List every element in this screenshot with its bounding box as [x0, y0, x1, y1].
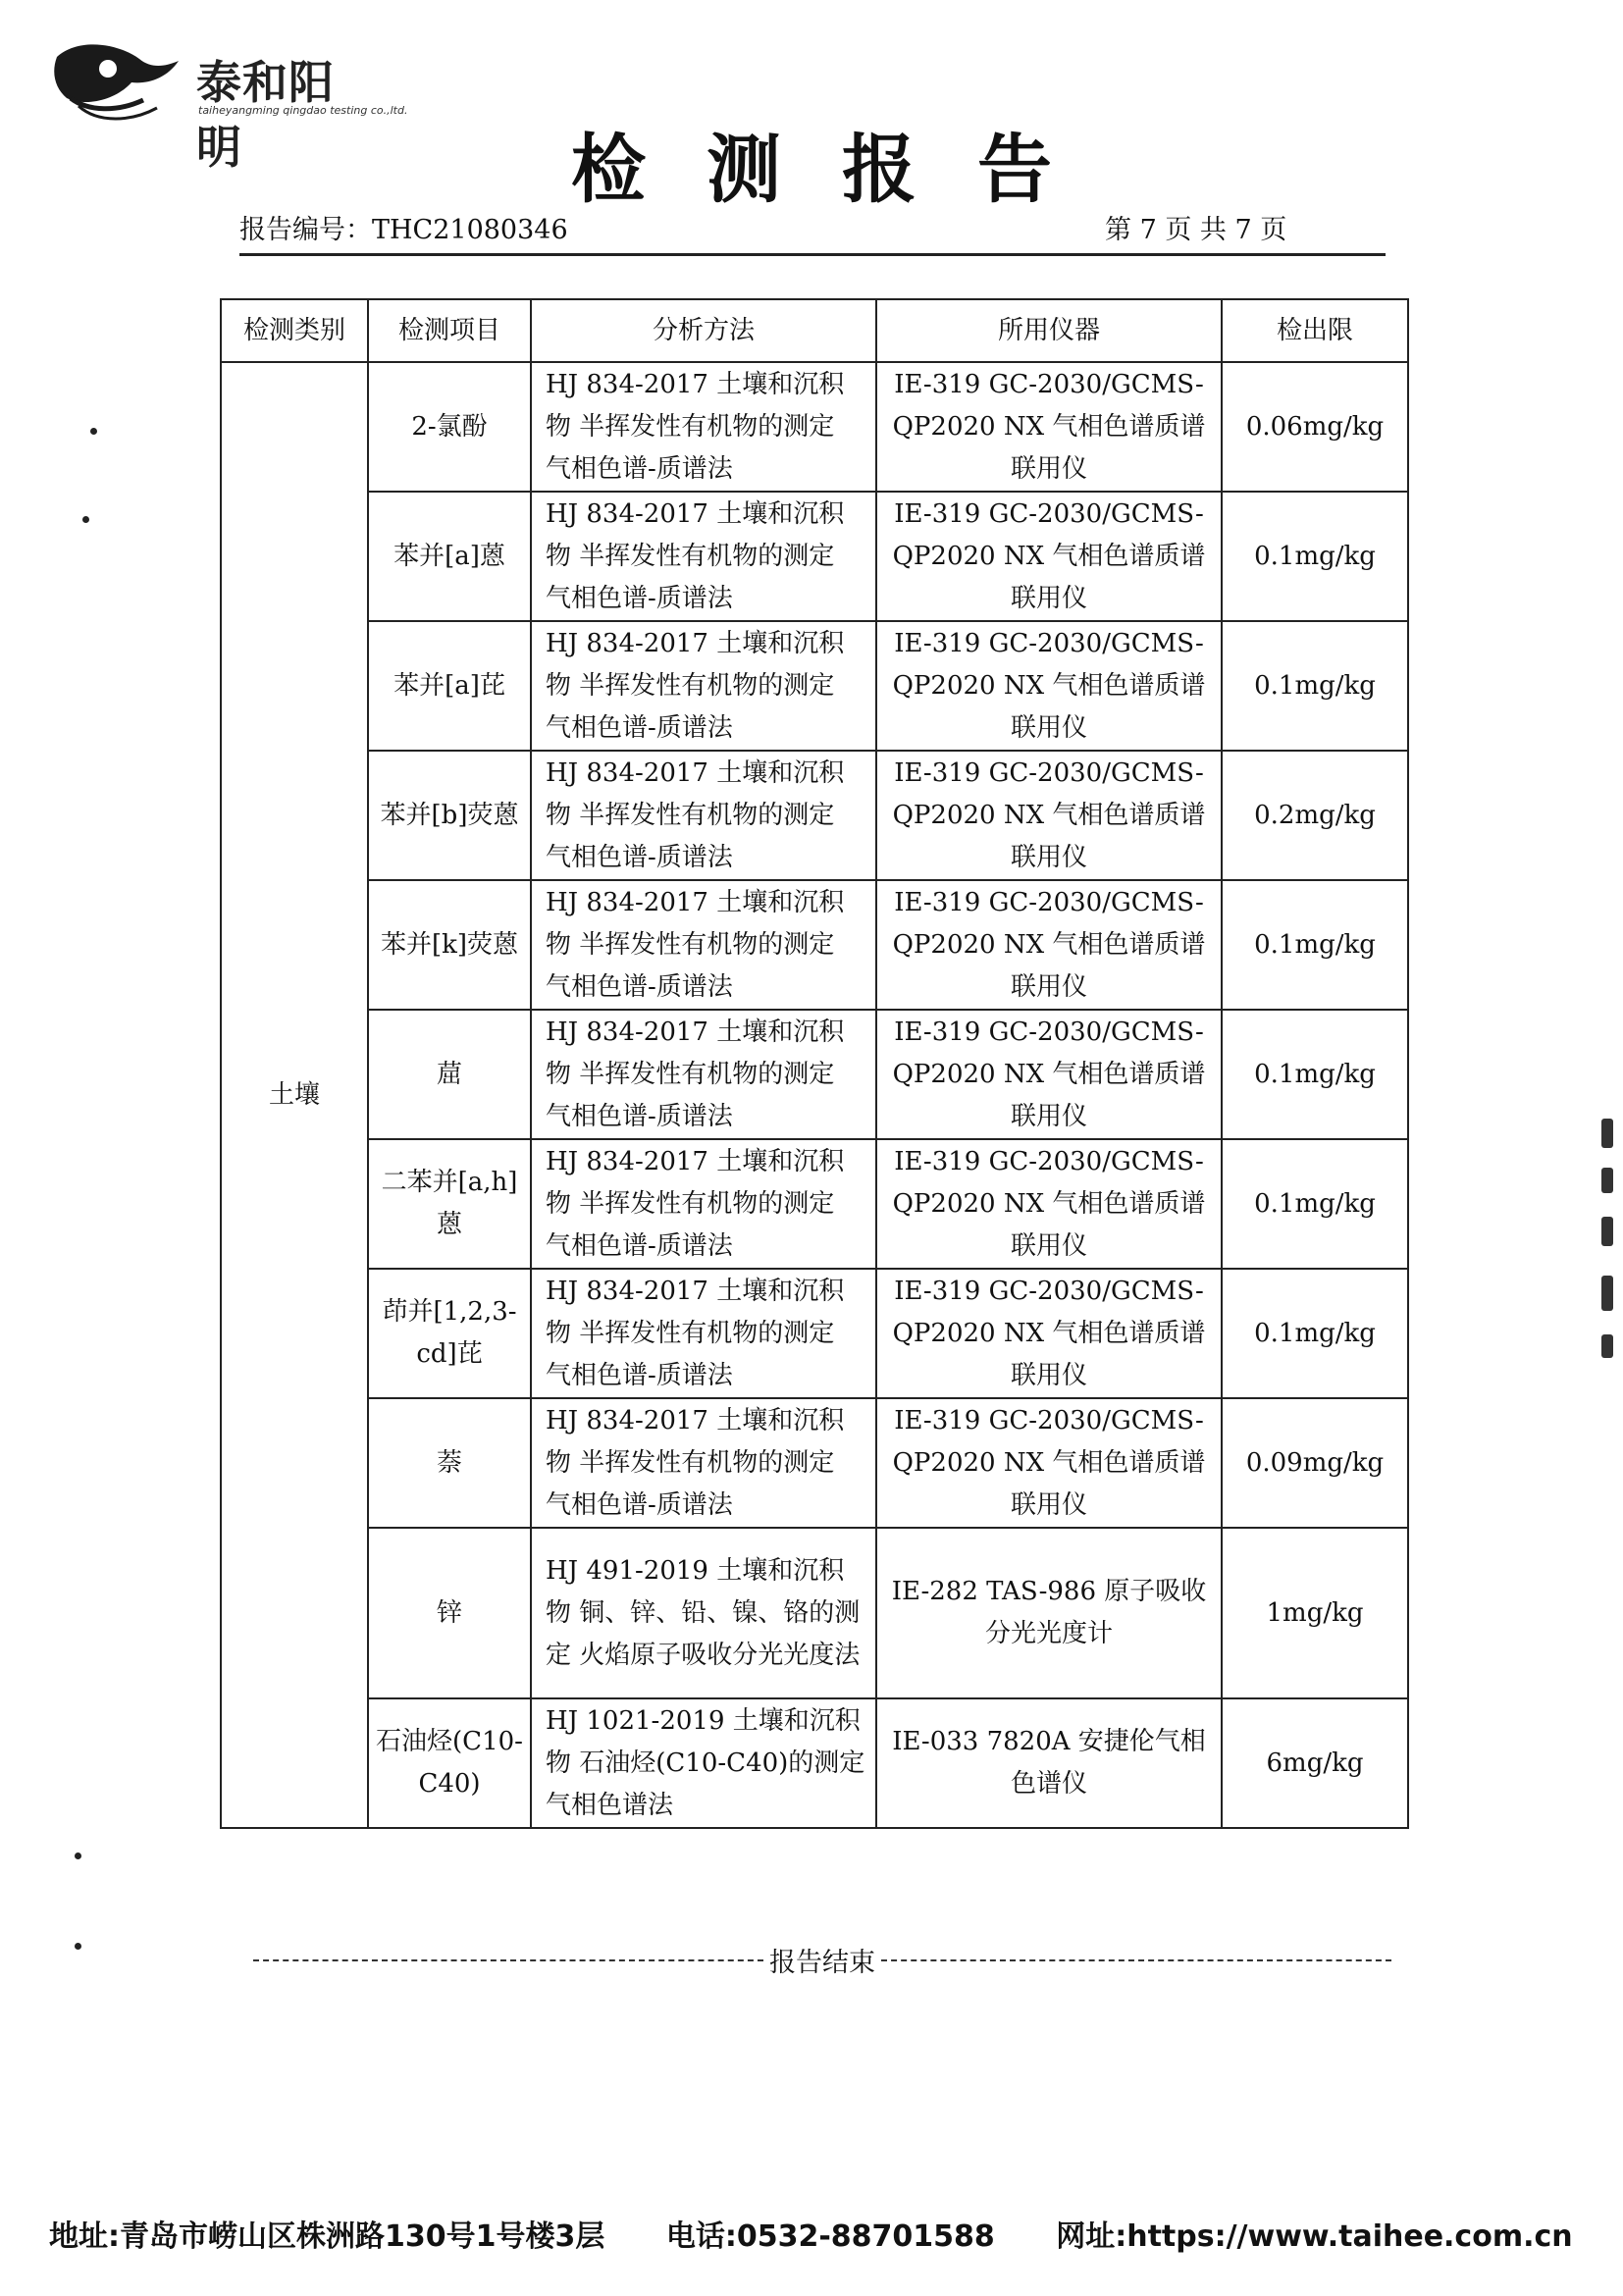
- instrument-cell: IE-319 GC-2030/GCMS-QP2020 NX 气相色谱质谱联用仪: [876, 751, 1222, 880]
- method-cell: HJ 834-2017 土壤和沉积物 半挥发性有机物的测定 气相色谱-质谱法: [531, 1398, 876, 1528]
- report-number: 报告编号：THC21080346: [239, 215, 568, 245]
- method-cell: HJ 834-2017 土壤和沉积物 半挥发性有机物的测定 气相色谱-质谱法: [531, 1010, 876, 1139]
- footer-phone: 电话:0532-88701588: [665, 2219, 995, 2254]
- table-row: [221, 751, 1408, 880]
- category-cell: 土壤: [221, 362, 368, 1828]
- header-category: 检测类别: [221, 299, 368, 362]
- header-item: 检测项目: [368, 299, 531, 362]
- limit-cell: 0.09mg/kg: [1222, 1398, 1408, 1528]
- header-divider: [239, 253, 1386, 256]
- method-cell: HJ 834-2017 土壤和沉积物 半挥发性有机物的测定 气相色谱-质谱法: [531, 1269, 876, 1398]
- instrument-cell: IE-319 GC-2030/GCMS-QP2020 NX 气相色谱质谱联用仪: [876, 362, 1222, 492]
- table-row: [221, 1139, 1408, 1269]
- method-cell: HJ 834-2017 土壤和沉积物 半挥发性有机物的测定 气相色谱-质谱法: [531, 751, 876, 880]
- footer: [49, 2212, 1599, 2255]
- instrument-cell: IE-319 GC-2030/GCMS-QP2020 NX 气相色谱质谱联用仪: [876, 1139, 1222, 1269]
- table-row: [221, 1010, 1408, 1139]
- instrument-cell: IE-319 GC-2030/GCMS-QP2020 NX 气相色谱质谱联用仪: [876, 1269, 1222, 1398]
- method-cell: HJ 834-2017 土壤和沉积物 半挥发性有机物的测定 气相色谱-质谱法: [531, 1139, 876, 1269]
- item-cell: 二苯并[a,h]蒽: [368, 1139, 531, 1269]
- binding-hole-mark: [82, 516, 89, 523]
- item-cell: 苯并[a]蒽: [368, 492, 531, 621]
- method-cell: HJ 1021-2019 土壤和沉积物 石油烃(C10-C40)的测定 气相色谱法: [531, 1698, 876, 1828]
- item-cell: 锌: [368, 1528, 531, 1698]
- table-row: [221, 1398, 1408, 1528]
- instrument-cell: IE-319 GC-2030/GCMS-QP2020 NX 气相色谱质谱联用仪: [876, 492, 1222, 621]
- limit-cell: 0.1mg/kg: [1222, 1139, 1408, 1269]
- seal-edge-mark: [1601, 1217, 1613, 1246]
- limit-cell: 0.1mg/kg: [1222, 621, 1408, 751]
- item-cell: 茚并[1,2,3-cd]芘: [368, 1269, 531, 1398]
- seal-edge-mark: [1601, 1334, 1613, 1358]
- binding-hole-mark: [75, 1852, 81, 1859]
- instrument-cell: IE-282 TAS-986 原子吸收分光光度计: [876, 1528, 1222, 1698]
- limit-cell: 0.1mg/kg: [1222, 1010, 1408, 1139]
- limit-cell: 0.1mg/kg: [1222, 1269, 1408, 1398]
- method-cell: HJ 834-2017 土壤和沉积物 半挥发性有机物的测定 气相色谱-质谱法: [531, 621, 876, 751]
- table-header-row: [221, 299, 1408, 362]
- limit-cell: 6mg/kg: [1222, 1698, 1408, 1828]
- binding-hole-mark: [90, 428, 97, 435]
- item-cell: 2-氯酚: [368, 362, 531, 492]
- instrument-cell: IE-319 GC-2030/GCMS-QP2020 NX 气相色谱质谱联用仪: [876, 1010, 1222, 1139]
- method-cell: HJ 834-2017 土壤和沉积物 半挥发性有机物的测定 气相色谱-质谱法: [531, 362, 876, 492]
- item-cell: 石油烃(C10-C40): [368, 1698, 531, 1828]
- table-row: [221, 362, 1408, 492]
- binding-hole-mark: [75, 1943, 81, 1950]
- header-limit: 检出限: [1222, 299, 1408, 362]
- logo-wordmark: 泰和阳明: [196, 56, 335, 174]
- footer-address: 地址:青岛市崂山区株洲路130号1号楼3层: [49, 2219, 605, 2254]
- limit-cell: 0.1mg/kg: [1222, 880, 1408, 1010]
- limit-cell: 0.06mg/kg: [1222, 362, 1408, 492]
- limit-cell: 0.2mg/kg: [1222, 751, 1408, 880]
- page-indicator: 第 7 页 共 7 页: [1105, 215, 1287, 245]
- method-cell: HJ 491-2019 土壤和沉积物 铜、锌、铅、镍、铬的测定 火焰原子吸收分光光度法: [531, 1528, 876, 1698]
- footer-website: 网址:https://www.taihee.com.cn: [1056, 2219, 1573, 2254]
- instrument-cell: IE-319 GC-2030/GCMS-QP2020 NX 气相色谱质谱联用仪: [876, 621, 1222, 751]
- seal-edge-mark: [1601, 1119, 1613, 1148]
- end-dash-right: [881, 1959, 1391, 1961]
- item-cell: 苯并[a]芘: [368, 621, 531, 751]
- table-row: [221, 492, 1408, 621]
- item-cell: 萘: [368, 1398, 531, 1528]
- header-method: 分析方法: [531, 299, 876, 362]
- limit-cell: 0.1mg/kg: [1222, 492, 1408, 621]
- limit-cell: 1mg/kg: [1222, 1528, 1408, 1698]
- report-end-marker: [253, 1941, 1391, 1979]
- table-row: [221, 1698, 1408, 1828]
- item-cell: 䓛: [368, 1010, 531, 1139]
- test-methods-table: [220, 298, 1409, 1829]
- table-row: [221, 1269, 1408, 1398]
- end-dash-left: [253, 1959, 763, 1961]
- method-cell: HJ 834-2017 土壤和沉积物 半挥发性有机物的测定 气相色谱-质谱法: [531, 880, 876, 1010]
- item-cell: 苯并[b]荧蒽: [368, 751, 531, 880]
- method-cell: HJ 834-2017 土壤和沉积物 半挥发性有机物的测定 气相色谱-质谱法: [531, 492, 876, 621]
- instrument-cell: IE-033 7820A 安捷伦气相色谱仪: [876, 1698, 1222, 1828]
- item-cell: 苯并[k]荧蒽: [368, 880, 531, 1010]
- seal-edge-mark: [1601, 1168, 1613, 1193]
- table-row: [221, 880, 1408, 1010]
- header-instrument: 所用仪器: [876, 299, 1222, 362]
- table-row: [221, 1528, 1408, 1698]
- instrument-cell: IE-319 GC-2030/GCMS-QP2020 NX 气相色谱质谱联用仪: [876, 880, 1222, 1010]
- page-title: 检测报告: [571, 126, 1113, 213]
- report-end-label: 报告结束: [769, 1948, 875, 1978]
- table-row: [221, 621, 1408, 751]
- seal-edge-mark: [1601, 1276, 1613, 1311]
- instrument-cell: IE-319 GC-2030/GCMS-QP2020 NX 气相色谱质谱联用仪: [876, 1398, 1222, 1528]
- logo-subtext: taiheyangming qingdao testing co.,ltd.: [198, 104, 408, 117]
